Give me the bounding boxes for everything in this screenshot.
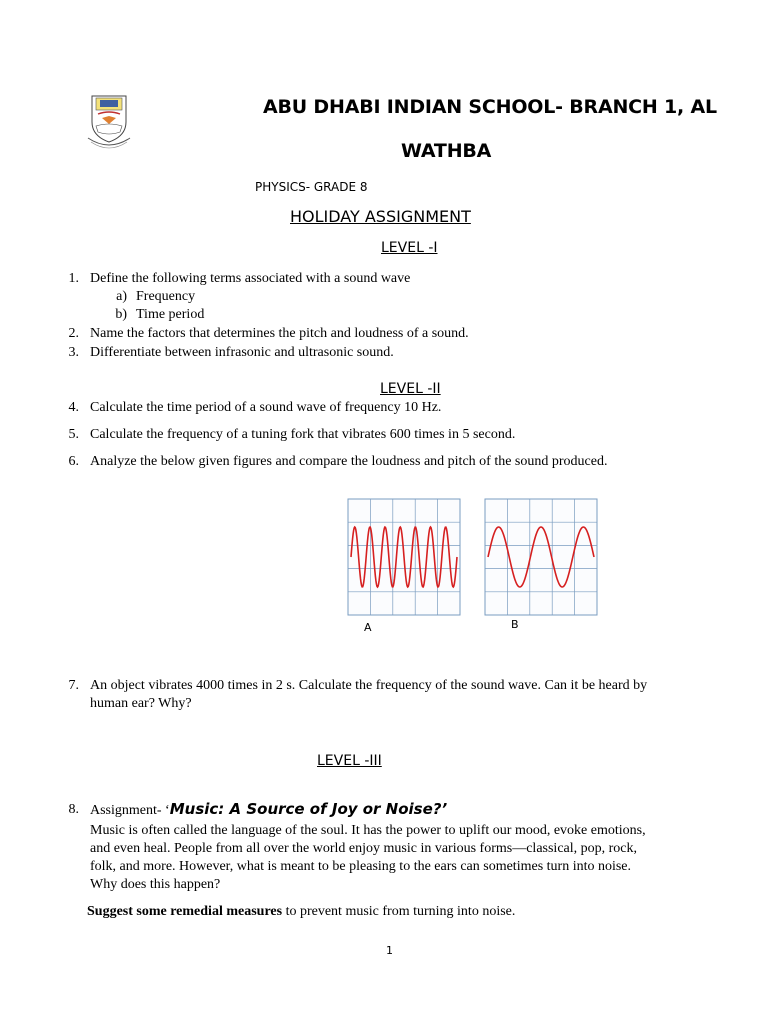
item-5-number: 5. — [68, 427, 79, 442]
item-8-line-1: Music is often called the language of the soul. It has the power to uplift our mood, evoke emotions, — [90, 823, 646, 838]
figure-label-a: A — [364, 621, 372, 634]
subitem-b-text: Time period — [136, 307, 205, 322]
item-2-number: 2. — [68, 326, 79, 341]
item-4-number: 4. — [68, 400, 79, 415]
school-name-line2: WATHBA — [401, 140, 492, 162]
subitem-a-text: Frequency — [136, 289, 196, 304]
level-2-heading: LEVEL -II — [380, 381, 441, 397]
item-8-number: 8. — [68, 802, 79, 817]
level-1-heading: LEVEL -I — [381, 240, 438, 256]
item-7-line-1: An object vibrates 4000 times in 2 s. Calculate the frequency of the sound wave. Can it be heard by — [90, 678, 648, 693]
subject-line: PHYSICS- GRADE 8 — [255, 180, 368, 194]
school-crest-icon — [86, 92, 132, 154]
school-logo — [86, 92, 132, 154]
subitem-b-mark: b) — [115, 307, 127, 322]
item-1-text: Define the following terms associated with a sound wave — [90, 271, 411, 286]
item-7-number: 7. — [68, 678, 79, 693]
wave-figure-svg — [345, 497, 600, 617]
level-3-heading: LEVEL -III — [317, 753, 382, 769]
page-number: 1 — [386, 944, 393, 957]
item-3-text: Differentiate between infrasonic and ultrasonic sound. — [90, 345, 394, 360]
figure-b-frame — [485, 499, 597, 615]
figure-label-b: B — [511, 618, 519, 631]
item-8-paragraph — [90, 822, 700, 894]
item-7-line-2: human ear? Why? — [90, 696, 192, 711]
remedial-bold: Suggest some remedial measures — [87, 904, 283, 919]
item-8-line-4: Why does this happen? — [90, 877, 221, 892]
remedial-rest: to prevent music from turning into noise. — [282, 904, 516, 919]
item-2-text: Name the factors that determines the pitch and loudness of a sound. — [90, 326, 469, 341]
item-4-text: Calculate the time period of a sound wave of frequency 10 Hz. — [90, 400, 442, 415]
item-5-text: Calculate the frequency of a tuning fork that vibrates 600 times in 5 second. — [90, 427, 516, 442]
subitem-a-mark: a) — [116, 289, 127, 304]
item-8-line-3: folk, and more. However, what is meant to be pleasing to the ears can sometimes turn into noise. — [90, 859, 632, 874]
remedial-line — [87, 904, 515, 920]
item-8-prefix: Assignment- ‘ — [90, 803, 170, 818]
item-8-heading — [90, 800, 447, 819]
assignment-title: HOLIDAY ASSIGNMENT — [290, 207, 471, 226]
item-8-title: Music: A Source of Joy or Noise?’ — [169, 800, 448, 818]
school-name-line1: ABU DHABI INDIAN SCHOOL- BRANCH 1, AL — [263, 96, 717, 118]
item-6-text: Analyze the below given figures and compare the loudness and pitch of the sound produced. — [90, 454, 608, 469]
item-8-line-2: and even heal. People from all over the world enjoy music in various forms—classical, pop, rock, — [90, 841, 638, 856]
item-1-number: 1. — [68, 271, 79, 286]
item-3-number: 3. — [68, 345, 79, 360]
wave-figure — [345, 497, 600, 617]
item-6-number: 6. — [68, 454, 79, 469]
